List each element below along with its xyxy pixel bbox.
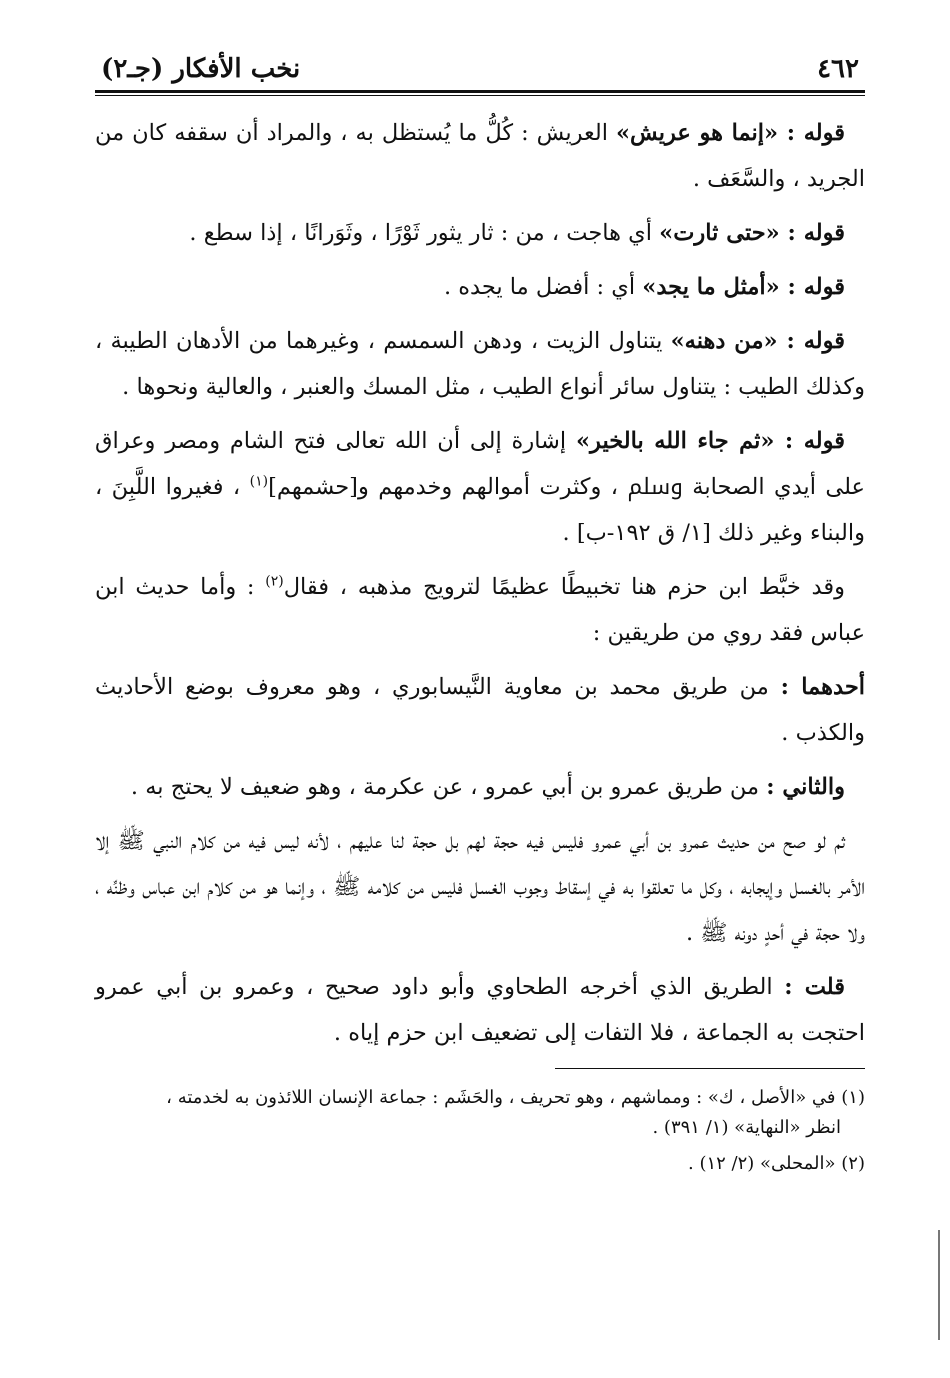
footnote-separator: [555, 1068, 865, 1069]
paragraph-text: العريش : كُلُّ ما يُستظل به ، والمراد أن سقفه كان من الجريد ، والسَّعَف .: [95, 120, 865, 192]
paragraph-text: ، فغيروا اللَّبِنَ ، والبناء وغير ذلك [١/ ق ١٩٢-ب] .: [95, 474, 865, 546]
page-header: [95, 52, 865, 90]
paragraph-lead: والثاني :: [766, 774, 845, 800]
paragraph-text: أي هاجت ، من : ثار يثور ثَوْرًا ، وثَوَرانًا ، إذا سطع .: [189, 220, 660, 246]
scan-edge-mark: [938, 1230, 940, 1340]
paragraph-text: وقد خبَّط ابن حزم هنا تخبيطًا عظيمًا لترويج مذهبه ، فقال: [283, 574, 845, 600]
paragraph-lead: قوله : «أمثل ما يجد»: [642, 274, 845, 300]
footnote-ref-2[interactable]: (٢): [265, 573, 284, 590]
paragraph-lead: قلت :: [784, 974, 846, 1000]
header-rule: [95, 90, 865, 93]
paragraph-text: أي : أفضل ما يجده .: [443, 274, 643, 300]
footnote-text: انظر «النهاية» (١/ ٣٩١) .: [652, 1117, 841, 1138]
paragraph-text: الطريق الذي أخرجه الطحاوي وأبو داود صحيح ، وعمرو بن أبي عمرو احتجت به الجماعة ، فلا التفات إلى تضعيف ابن حزم إياه .: [95, 974, 865, 1046]
paragraph-text: من طريق عمرو بن أبي عمرو ، عن عكرمة ، وهو ضعيف لا يحتج به .: [130, 774, 767, 800]
footnote-ref-1[interactable]: (١): [249, 473, 269, 490]
footnote-text: (٢) «المحلى» (٢/ ١٢) .: [688, 1153, 865, 1174]
footnote-2: [95, 1149, 865, 1179]
paragraph-first-way: [95, 664, 865, 756]
paragraph-arish: [95, 110, 865, 202]
paragraph-text: ثم لو صح من حديث عمرو بن أبي عمرو فليس فيه حجة لهم بل حجة لنا عليهم ، لأنه ليس فيه من كلام النبي ﷺ إلا الأمر بالغسل وإيجابه ، وكل ما تعلقوا به في إسقاط وجوب الغسل فليس من كلامه ﷺ ، وإنما هو من كلام ابن عباس وظنِّه ، ولا حجة في أحدٍ دونه ﷺ .: [95, 828, 865, 946]
paragraph-khayr: [95, 418, 865, 556]
paragraph-lead: قوله : «حتى ثارت»: [659, 220, 845, 246]
paragraph-lead: قوله : «إنما هو عريش»: [615, 120, 845, 146]
paragraph-text: من طريق محمد بن معاوية النَّيسابوري ، وهو معروف بوضع الأحاديث والكذب .: [95, 674, 865, 746]
paragraph-text: إشارة إلى أن الله تعالى فتح الشام ومصر وعراق على أيدي الصحابة ﷸ ، وكثرت أموالهم وخدمهم و[حشمهم]: [95, 428, 865, 500]
paragraph-amthal: [95, 264, 865, 310]
paragraph-second-way: [95, 764, 865, 810]
paragraph-argument: [95, 818, 865, 956]
paragraph-qultu: [95, 964, 865, 1056]
book-title: نخب الأفكار (جـ٢): [101, 54, 301, 84]
paragraph-ibn-hazm: [95, 564, 865, 656]
paragraph-text: : وأما حديث ابن عباس فقد روي من طريقين :: [95, 574, 865, 646]
footnote-1: [95, 1083, 865, 1143]
paragraph-duhn: [95, 318, 865, 410]
paragraph-thaarat: [95, 210, 865, 256]
paragraph-lead: قوله : «ثم جاء الله بالخير»: [575, 428, 846, 454]
footnote-text: (١) في «الأصل ، ك» : ومماشهم ، وهو تحريف ، والحَشَم : جماعة الإنسان اللائذون به لخدمته ،: [166, 1087, 865, 1108]
paragraph-lead: قوله : «من دهنه»: [670, 328, 845, 354]
header-rule-thin: [95, 95, 865, 96]
paragraph-lead: أحدهما :: [780, 674, 865, 700]
page-number: ٤٦٢: [817, 54, 859, 84]
paragraph-text: يتناول الزيت ، ودهن السمسم ، وغيرهما من الأدهان الطيبة ، وكذلك الطيب : يتناول سائر أنواع الطيب ، مثل المسك والعنبر ، والعالية ونحوها .: [95, 328, 865, 400]
